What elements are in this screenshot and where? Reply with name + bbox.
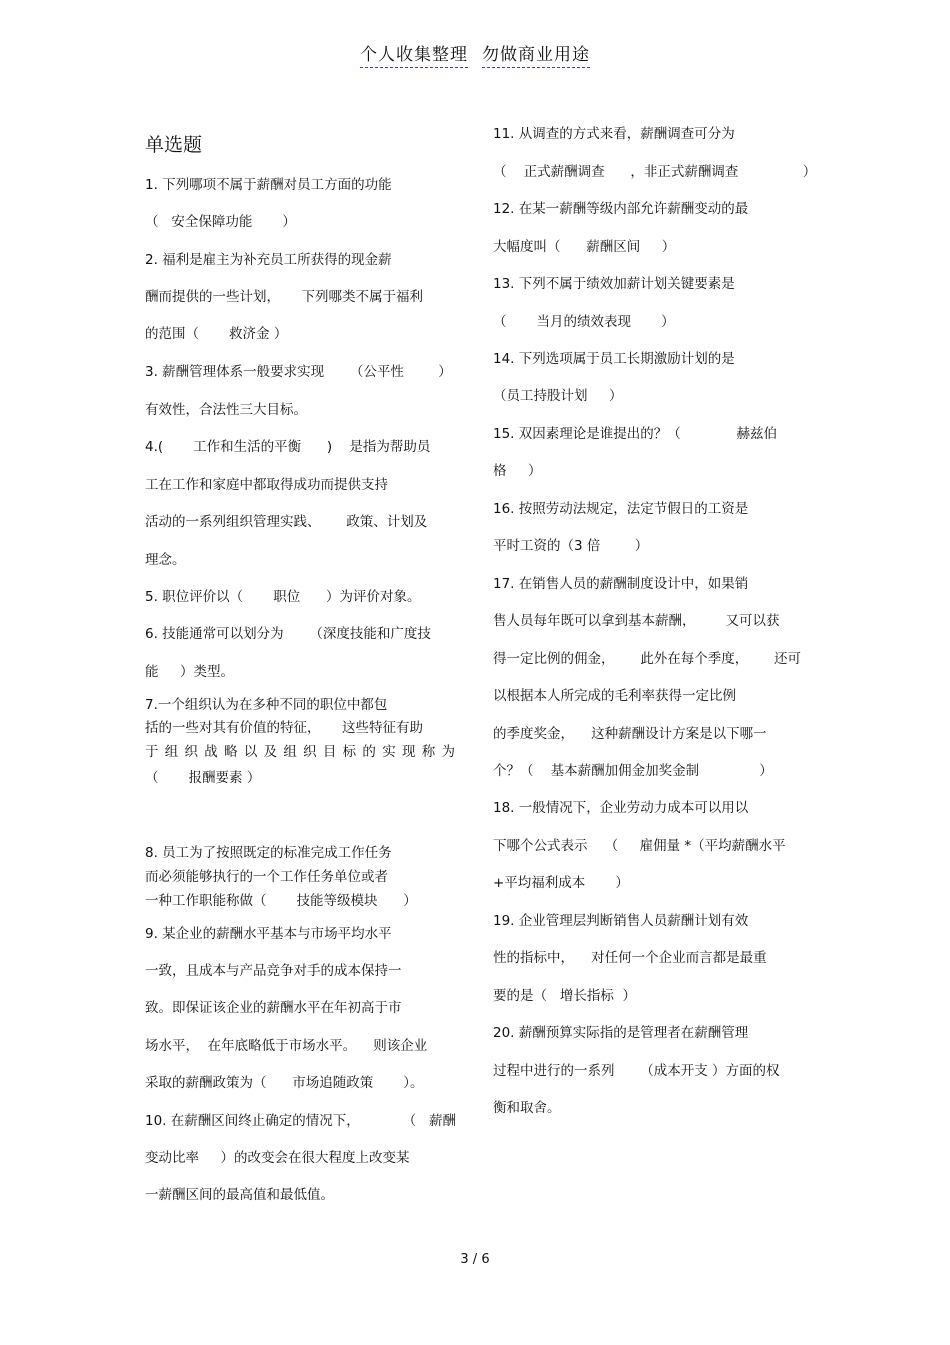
- text-line: 15. 双因素理论是谁提出的？（ 赫兹伯: [493, 426, 778, 442]
- text-line: 2. 福利是雇主为补充员工所获得的现金薪: [145, 252, 392, 268]
- text-line: 要的是（ 增长指标 ）: [493, 988, 636, 1004]
- text-line: 的范围（ 救济金 ）: [145, 326, 288, 342]
- text-line: 采取的薪酬政策为（ 市场追随政策 ）。: [145, 1075, 424, 1091]
- text-line: 过程中进行的一系列 （成本开支 ）方面的权: [493, 1063, 780, 1079]
- text-line: 14. 下列选项属于员工长期激励计划的是: [493, 351, 735, 367]
- text-line: 有效性，合法性三大目标。: [145, 402, 307, 418]
- text-line: 而必须能够执行的一个工作任务单位或者: [145, 869, 388, 885]
- text-line: 13. 下列不属于绩效加薪计划关键要素是: [493, 276, 735, 292]
- text-line: 3. 薪酬管理体系一般要求实现 （公平性 ）: [145, 364, 452, 380]
- text-line: 10. 在薪酬区间终止确定的情况下， （ 薪酬: [145, 1113, 457, 1129]
- text-line: 一薪酬区间的最高值和最低值。: [145, 1187, 334, 1203]
- text-line: 酬而提供的一些计划， 下列哪类不属于福利: [145, 289, 423, 305]
- text-line: 场水平， 在年底略低于市场水平。 则该企业: [145, 1038, 428, 1054]
- text-line: 格 ）: [493, 463, 542, 479]
- text-line: 12. 在某一薪酬等级内部允许薪酬变动的最: [493, 201, 749, 217]
- text-line: 工在工作和家庭中都取得成功而提供支持: [145, 477, 388, 493]
- header-text-1: 个人收集整理: [360, 40, 468, 68]
- text-line: 活动的一系列组织管理实践、 政策、计划及: [145, 514, 428, 530]
- text-line: 得一定比例的佣金， 此外在每个季度， 还可: [493, 651, 801, 667]
- text-line: 个？（ 基本薪酬加佣金加奖金制 ）: [493, 763, 773, 779]
- text-line: 16. 按照劳动法规定，法定节假日的工资是: [493, 501, 749, 517]
- text-line: 9. 某企业的薪酬水平基本与市场平均水平: [145, 926, 392, 942]
- text-line: 能 ）类型。: [145, 664, 234, 680]
- text-line: 性的指标中， 对任何一个企业而言都是最重: [493, 950, 767, 966]
- text-line: （ 当月的绩效表现 ）: [493, 314, 675, 330]
- text-line: 19. 企业管理层判断销售人员薪酬计划有效: [493, 913, 749, 929]
- text-line: 4.( 工作和生活的平衡 ) 是指为帮助员: [145, 439, 431, 455]
- text-line: 17. 在销售人员的薪酬制度设计中，如果销: [493, 576, 749, 592]
- text-line: 11. 从调查的方式来看，薪酬调查可分为: [493, 126, 735, 142]
- text-line: 于组织战略以及组织目标的实现称为: [145, 744, 455, 760]
- text-line: 一致，且成本与产品竞争对手的成本保持一: [145, 963, 402, 979]
- header-text-2: 勿做商业用途: [482, 40, 590, 68]
- page-header: [0, 40, 950, 68]
- text-line: +平均福利成本 ）: [493, 875, 629, 891]
- section-title: 单选题: [145, 134, 203, 156]
- text-line: 以根据本人所完成的毛利率获得一定比例: [493, 688, 736, 704]
- text-line: 20. 薪酬预算实际指的是管理者在薪酬管理: [493, 1025, 749, 1041]
- text-line: （ 安全保障功能 ）: [145, 214, 296, 230]
- text-line: 衡和取舍。: [493, 1100, 561, 1116]
- text-line: 6. 技能通常可以划分为 （深度技能和广度技: [145, 626, 431, 642]
- text-line: 平时工资的（3 倍 ）: [493, 538, 649, 554]
- text-line: 的季度奖金， 这种薪酬设计方案是以下哪一: [493, 726, 767, 742]
- text-line: 7.一个组织认为在多种不同的职位中都包: [145, 697, 388, 713]
- text-line: 变动比率 ）的改变会在很大程度上改变某: [145, 1150, 410, 1166]
- text-line: 致。即保证该企业的薪酬水平在年初高于市: [145, 1000, 402, 1016]
- text-line: （ 正式薪酬调查 ，非正式薪酬调查 ）: [493, 164, 817, 180]
- text-line: 18. 一般情况下，企业劳动力成本可以用以: [493, 800, 749, 816]
- text-line: 理念。: [145, 552, 186, 568]
- text-line: 1. 下列哪项不属于薪酬对员工方面的功能: [145, 177, 392, 193]
- text-line: 下哪个公式表示 （ 雇佣量 *（平均薪酬水平: [493, 838, 786, 854]
- text-line: （员工持股计划 ）: [493, 388, 623, 404]
- text-line: 一种工作职能称做（ 技能等级模块 ）: [145, 893, 417, 909]
- text-line: 大幅度叫（ 薪酬区间 ）: [493, 239, 676, 255]
- text-line: 括的一些对其有价值的特征， 这些特征有助: [145, 720, 423, 736]
- text-line: 售人员每年既可以拿到基本薪酬， 又可以获: [493, 613, 780, 629]
- text-line: 8. 员工为了按照既定的标准完成工作任务: [145, 845, 392, 861]
- text-line: 5. 职位评价以（ 职位 ）为评价对象。: [145, 589, 421, 605]
- text-line: （ 报酬要素 ）: [145, 770, 261, 786]
- page-number: 3 / 6: [460, 1252, 490, 1267]
